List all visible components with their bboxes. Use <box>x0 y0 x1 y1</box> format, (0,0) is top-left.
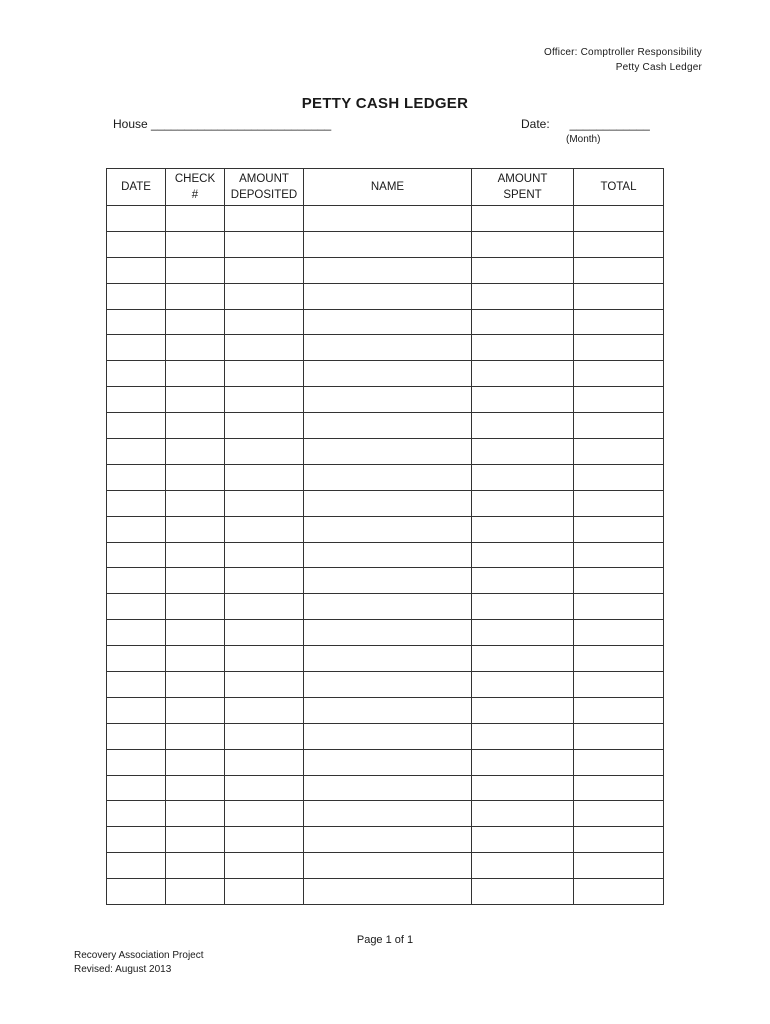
col-header-name: NAME <box>304 169 472 206</box>
cell-amount-deposited[interactable] <box>225 516 304 542</box>
cell-date[interactable] <box>107 464 166 490</box>
cell-date[interactable] <box>107 439 166 465</box>
cell-total[interactable] <box>574 283 664 309</box>
cell-date[interactable] <box>107 749 166 775</box>
cell-name[interactable] <box>304 568 472 594</box>
table-row <box>107 775 664 801</box>
cell-date[interactable] <box>107 361 166 387</box>
table-row <box>107 309 664 335</box>
cell-date[interactable] <box>107 723 166 749</box>
table-row <box>107 387 664 413</box>
cell-name[interactable] <box>304 697 472 723</box>
cell-date[interactable] <box>107 672 166 698</box>
table-row <box>107 749 664 775</box>
cell-name[interactable] <box>304 439 472 465</box>
page-title: PETTY CASH LEDGER <box>301 95 469 112</box>
cell-amount-deposited[interactable] <box>225 257 304 283</box>
cell-total[interactable] <box>574 646 664 672</box>
cell-check[interactable] <box>166 283 225 309</box>
cell-total[interactable] <box>574 516 664 542</box>
cell-check[interactable] <box>166 439 225 465</box>
cell-name[interactable] <box>304 283 472 309</box>
cell-amount-deposited[interactable] <box>225 283 304 309</box>
cell-name[interactable] <box>304 646 472 672</box>
cell-amount-spent[interactable] <box>472 620 574 646</box>
cell-check[interactable] <box>166 361 225 387</box>
cell-amount-spent[interactable] <box>472 231 574 257</box>
table-row <box>107 827 664 853</box>
cell-amount-spent[interactable] <box>472 439 574 465</box>
cell-name[interactable] <box>304 723 472 749</box>
cell-check[interactable] <box>166 697 225 723</box>
cell-amount-deposited[interactable] <box>225 206 304 232</box>
table-row <box>107 257 664 283</box>
cell-name[interactable] <box>304 335 472 361</box>
cell-total[interactable] <box>574 672 664 698</box>
cell-name[interactable] <box>304 490 472 516</box>
cell-amount-deposited[interactable] <box>225 361 304 387</box>
cell-amount-deposited[interactable] <box>225 490 304 516</box>
cell-total[interactable] <box>574 439 664 465</box>
ledger-table <box>106 168 664 905</box>
cell-date[interactable] <box>107 283 166 309</box>
cell-amount-deposited[interactable] <box>225 387 304 413</box>
date-field[interactable]: Date: ____________ <box>521 117 650 131</box>
cell-amount-deposited[interactable] <box>225 801 304 827</box>
cell-date[interactable] <box>107 879 166 905</box>
cell-total[interactable] <box>574 542 664 568</box>
cell-amount-spent[interactable] <box>472 283 574 309</box>
cell-name[interactable] <box>304 853 472 879</box>
cell-date[interactable] <box>107 490 166 516</box>
cell-check[interactable] <box>166 749 225 775</box>
cell-amount-spent[interactable] <box>472 853 574 879</box>
table-row <box>107 879 664 905</box>
cell-amount-spent[interactable] <box>472 335 574 361</box>
cell-date[interactable] <box>107 594 166 620</box>
cell-amount-deposited[interactable] <box>225 775 304 801</box>
cell-name[interactable] <box>304 361 472 387</box>
cell-total[interactable] <box>574 257 664 283</box>
table-row <box>107 853 664 879</box>
page-number: Page 1 of 1 <box>356 934 414 946</box>
cell-amount-spent[interactable] <box>472 646 574 672</box>
cell-amount-spent[interactable] <box>472 464 574 490</box>
ledger-body <box>107 206 664 905</box>
cell-amount-deposited[interactable] <box>225 853 304 879</box>
cell-check[interactable] <box>166 775 225 801</box>
cell-amount-spent[interactable] <box>472 672 574 698</box>
table-row <box>107 206 664 232</box>
cell-name[interactable] <box>304 801 472 827</box>
cell-amount-spent[interactable] <box>472 542 574 568</box>
cell-name[interactable] <box>304 749 472 775</box>
cell-date[interactable] <box>107 257 166 283</box>
cell-amount-spent[interactable] <box>472 723 574 749</box>
cell-total[interactable] <box>574 723 664 749</box>
cell-amount-deposited[interactable] <box>225 749 304 775</box>
cell-check[interactable] <box>166 464 225 490</box>
cell-check[interactable] <box>166 231 225 257</box>
cell-date[interactable] <box>107 231 166 257</box>
footer-project: Recovery Association Project <box>74 950 204 961</box>
cell-amount-spent[interactable] <box>472 697 574 723</box>
cell-amount-deposited[interactable] <box>225 594 304 620</box>
cell-check[interactable] <box>166 309 225 335</box>
col-header-check: CHECK # <box>166 169 225 206</box>
cell-amount-deposited[interactable] <box>225 309 304 335</box>
cell-total[interactable] <box>574 413 664 439</box>
ledger-header-row <box>107 169 664 206</box>
month-label: (Month) <box>566 134 601 145</box>
cell-amount-spent[interactable] <box>472 387 574 413</box>
col-header-total: TOTAL <box>574 169 664 206</box>
cell-date[interactable] <box>107 206 166 232</box>
cell-total[interactable] <box>574 801 664 827</box>
table-row <box>107 413 664 439</box>
cell-date[interactable] <box>107 516 166 542</box>
cell-total[interactable] <box>574 206 664 232</box>
cell-amount-spent[interactable] <box>472 490 574 516</box>
cell-amount-deposited[interactable] <box>225 439 304 465</box>
cell-total[interactable] <box>574 231 664 257</box>
cell-amount-deposited[interactable] <box>225 672 304 698</box>
cell-check[interactable] <box>166 542 225 568</box>
cell-name[interactable] <box>304 413 472 439</box>
cell-total[interactable] <box>574 568 664 594</box>
cell-amount-spent[interactable] <box>472 749 574 775</box>
cell-check[interactable] <box>166 594 225 620</box>
cell-amount-spent[interactable] <box>472 801 574 827</box>
cell-check[interactable] <box>166 257 225 283</box>
cell-name[interactable] <box>304 516 472 542</box>
col-header-amount-spent: AMOUNT SPENT <box>472 169 574 206</box>
cell-name[interactable] <box>304 309 472 335</box>
footer-revised: Revised: August 2013 <box>74 964 172 975</box>
cell-check[interactable] <box>166 827 225 853</box>
table-row <box>107 672 664 698</box>
cell-check[interactable] <box>166 853 225 879</box>
table-row <box>107 542 664 568</box>
table-row <box>107 594 664 620</box>
cell-date[interactable] <box>107 827 166 853</box>
table-row <box>107 231 664 257</box>
cell-date[interactable] <box>107 542 166 568</box>
cell-total[interactable] <box>574 749 664 775</box>
cell-amount-deposited[interactable] <box>225 335 304 361</box>
table-row <box>107 464 664 490</box>
cell-check[interactable] <box>166 206 225 232</box>
table-row <box>107 439 664 465</box>
cell-date[interactable] <box>107 309 166 335</box>
cell-total[interactable] <box>574 853 664 879</box>
header-doc-name: Petty Cash Ledger <box>615 62 702 73</box>
cell-check[interactable] <box>166 620 225 646</box>
cell-check[interactable] <box>166 801 225 827</box>
cell-date[interactable] <box>107 387 166 413</box>
cell-amount-spent[interactable] <box>472 309 574 335</box>
cell-date[interactable] <box>107 775 166 801</box>
cell-name[interactable] <box>304 672 472 698</box>
cell-check[interactable] <box>166 516 225 542</box>
table-row <box>107 697 664 723</box>
table-row <box>107 801 664 827</box>
table-row <box>107 620 664 646</box>
table-row <box>107 646 664 672</box>
cell-check[interactable] <box>166 387 225 413</box>
table-row <box>107 490 664 516</box>
cell-date[interactable] <box>107 853 166 879</box>
cell-name[interactable] <box>304 257 472 283</box>
cell-amount-spent[interactable] <box>472 775 574 801</box>
cell-name[interactable] <box>304 879 472 905</box>
cell-date[interactable] <box>107 413 166 439</box>
cell-date[interactable] <box>107 697 166 723</box>
cell-amount-spent[interactable] <box>472 257 574 283</box>
cell-date[interactable] <box>107 568 166 594</box>
header-officer-line: Officer: Comptroller Responsibility <box>544 47 702 58</box>
cell-amount-deposited[interactable] <box>225 827 304 853</box>
cell-amount-spent[interactable] <box>472 594 574 620</box>
table-row <box>107 723 664 749</box>
cell-amount-deposited[interactable] <box>225 542 304 568</box>
cell-total[interactable] <box>574 879 664 905</box>
table-row <box>107 335 664 361</box>
cell-amount-spent[interactable] <box>472 413 574 439</box>
cell-date[interactable] <box>107 335 166 361</box>
cell-amount-deposited[interactable] <box>225 723 304 749</box>
cell-check[interactable] <box>166 335 225 361</box>
cell-total[interactable] <box>574 827 664 853</box>
cell-check[interactable] <box>166 646 225 672</box>
cell-name[interactable] <box>304 620 472 646</box>
table-row <box>107 568 664 594</box>
cell-check[interactable] <box>166 490 225 516</box>
cell-name[interactable] <box>304 827 472 853</box>
cell-total[interactable] <box>574 490 664 516</box>
cell-amount-deposited[interactable] <box>225 697 304 723</box>
cell-check[interactable] <box>166 413 225 439</box>
cell-name[interactable] <box>304 542 472 568</box>
cell-total[interactable] <box>574 335 664 361</box>
cell-date[interactable] <box>107 620 166 646</box>
house-field[interactable]: House ___________________________ <box>113 117 332 131</box>
cell-name[interactable] <box>304 387 472 413</box>
cell-check[interactable] <box>166 568 225 594</box>
cell-date[interactable] <box>107 801 166 827</box>
cell-total[interactable] <box>574 309 664 335</box>
col-header-amount-deposited: AMOUNT DEPOSITED <box>225 169 304 206</box>
table-row <box>107 361 664 387</box>
cell-total[interactable] <box>574 775 664 801</box>
cell-name[interactable] <box>304 464 472 490</box>
cell-amount-deposited[interactable] <box>225 568 304 594</box>
cell-check[interactable] <box>166 672 225 698</box>
cell-amount-deposited[interactable] <box>225 231 304 257</box>
cell-amount-spent[interactable] <box>472 568 574 594</box>
cell-amount-deposited[interactable] <box>225 620 304 646</box>
cell-total[interactable] <box>574 697 664 723</box>
cell-check[interactable] <box>166 879 225 905</box>
cell-total[interactable] <box>574 387 664 413</box>
cell-name[interactable] <box>304 206 472 232</box>
cell-amount-deposited[interactable] <box>225 413 304 439</box>
table-row <box>107 283 664 309</box>
cell-amount-spent[interactable] <box>472 516 574 542</box>
cell-total[interactable] <box>574 594 664 620</box>
cell-amount-spent[interactable] <box>472 879 574 905</box>
cell-total[interactable] <box>574 361 664 387</box>
cell-amount-deposited[interactable] <box>225 879 304 905</box>
table-row <box>107 516 664 542</box>
cell-total[interactable] <box>574 620 664 646</box>
col-header-date: DATE <box>107 169 166 206</box>
cell-amount-deposited[interactable] <box>225 646 304 672</box>
cell-name[interactable] <box>304 231 472 257</box>
cell-check[interactable] <box>166 723 225 749</box>
cell-total[interactable] <box>574 464 664 490</box>
cell-name[interactable] <box>304 594 472 620</box>
cell-name[interactable] <box>304 775 472 801</box>
cell-date[interactable] <box>107 646 166 672</box>
cell-amount-deposited[interactable] <box>225 464 304 490</box>
cell-amount-spent[interactable] <box>472 361 574 387</box>
cell-amount-spent[interactable] <box>472 827 574 853</box>
cell-amount-spent[interactable] <box>472 206 574 232</box>
